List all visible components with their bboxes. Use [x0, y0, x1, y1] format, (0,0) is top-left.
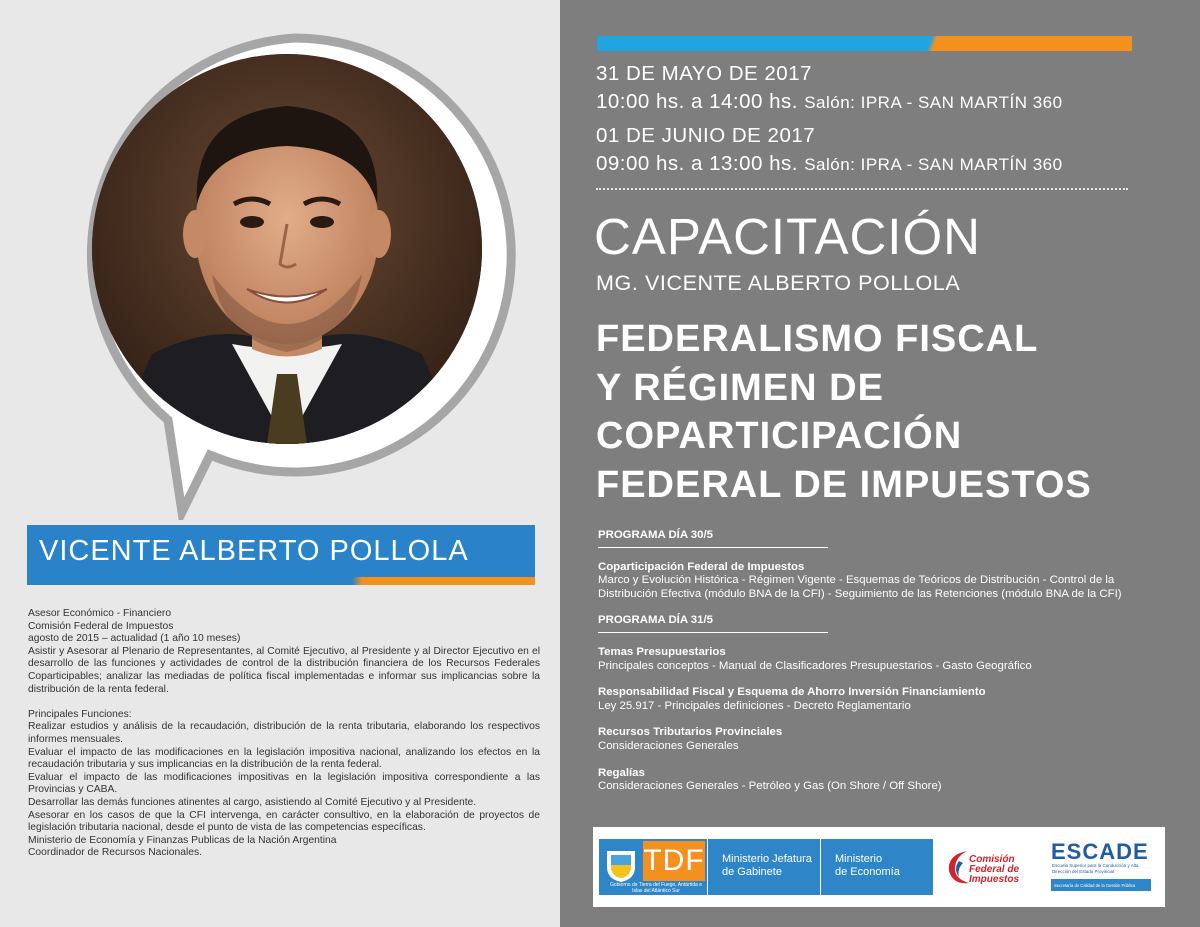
tdf-caption: Gobierno de Tierra del Fuego, Antártida e Islas del Atlántico Sur — [609, 882, 702, 894]
sponsor-logos-strip — [593, 827, 1165, 907]
date-1-day: 31 DE MAYO DE 2017 — [596, 62, 812, 85]
bio-function-4: Desarrollar las demás funciones atinentes al cargo, asistiendo al Comité Ejecutivo y al Presidente. — [28, 796, 477, 808]
bio-function-5: Asesorar en los casos de que la CFI intervenga, en carácter consultivo, en la elaboración de proyectos de legislación tributaria nacional, desde el punto de vista de las competencias específicas. — [28, 809, 540, 834]
time-1-hours: 10:00 hs. a 14:00 hs. — [596, 90, 798, 113]
escade-subtitle: Escuela Superior para la Conducción y Alta Dirección del Estado Provincial — [1052, 863, 1139, 874]
program-day-2-topic-4 — [598, 767, 1168, 794]
time-1 — [596, 90, 1063, 114]
time-2-hours: 09:00 hs. a 13:00 hs. — [596, 152, 798, 175]
bio-function-3: Evaluar el impacto de las modificaciones impositivas en la legislación impositiva correspondiente a las Provincias y CABA. — [28, 771, 540, 796]
event-title — [596, 315, 1092, 509]
program-day-2-topic-2 — [598, 686, 1168, 713]
speaker-name-banner — [27, 525, 535, 577]
program-day-2-topic-1 — [598, 646, 1168, 673]
escade-wordmark: ESCADE — [1051, 839, 1149, 864]
cfi-name — [969, 855, 1019, 885]
date-1 — [596, 62, 812, 86]
topic-description: Ley 25.917 - Principales definiciones - Decreto Reglamentario — [598, 699, 911, 712]
topic-title: Responsabilidad Fiscal y Esquema de Ahorro Inversión Financiamiento — [598, 686, 986, 699]
bio-coordinator: Coordinador de Recursos Nacionales. — [28, 847, 202, 859]
tdf-logo — [599, 839, 707, 895]
economia-logo — [821, 839, 933, 895]
program-day-1-topic-1 — [598, 561, 1168, 602]
economia-line-2: de Economía — [835, 866, 900, 878]
event-title-line-4: FEDERAL DE IMPUESTOS — [596, 463, 1092, 506]
speaker-name: VICENTE ALBERTO POLLOLA — [39, 534, 469, 567]
program-day-1-heading: PROGRAMA DÍA 30/5 — [598, 529, 828, 548]
name-banner-underline — [27, 577, 535, 585]
topic-title: Temas Presupuestarios — [598, 645, 726, 658]
time-2 — [596, 152, 1063, 176]
portrait-illustration — [92, 54, 482, 444]
date-2 — [596, 124, 815, 148]
speaker-photo — [92, 54, 482, 444]
bio-description: Asistir y Asesorar al Plenario de Representantes, al Comité Ejecutivo, al Presidente y al Director Ejecutivo en el desarrollo de las funciones y actividades de control de la distribución financiera de los Recursos Federales Coparticipables; analizar las mediadas de política fiscal implementadas e informar sus implicancias sobre la distribución de la renta federal. — [28, 645, 540, 695]
event-type: CAPACITACIÓN — [594, 208, 981, 265]
jefatura-text: Ministerio Jefatura de Gabinete — [722, 853, 812, 878]
dotted-divider — [596, 188, 1128, 190]
topic-title: Recursos Tributarios Provinciales — [598, 726, 783, 739]
escade-logo — [1051, 839, 1151, 895]
event-title-line-2: Y RÉGIMEN DE — [596, 366, 884, 409]
cfi-line-3: Impuestos — [969, 874, 1020, 885]
jefatura-logo — [708, 839, 820, 895]
event-title-line-3: COPARTICIPACIÓN — [596, 415, 963, 457]
topic-title: Regalías — [598, 766, 645, 779]
economia-line-1: Ministerio — [835, 853, 883, 865]
cfi-line-2: Federal de — [969, 864, 1020, 875]
escade-footer-text: Secretaría de Calidad de la Gestión Pública — [1054, 882, 1136, 888]
tdf-shield-icon — [603, 847, 639, 883]
escade-footer-bar — [1051, 879, 1151, 891]
bio-role: Asesor Económico - Financiero — [28, 608, 172, 619]
bio-org: Comisión Federal de Impuestos — [28, 620, 174, 632]
speaker-bio — [28, 608, 540, 860]
bio-functions-title: Principales Funciones: — [28, 708, 132, 720]
topic-description: Marco y Evolución Histórica - Régimen Vigente - Esquemas de Teóricos de Distribución - Control de la Distribución Efectiva (módulo BNA de la CFI) - Seguimiento de las Retenciones (módulo BNA de la CFI) — [598, 574, 1122, 600]
bio-function-2: Evaluar el impacto de las modificaciones en la legislación impositiva nacional, analizando los efectos en la recaudación tributaria y sus implicancias en la distribución de la renta federal. — [28, 746, 540, 771]
time-1-venue: Salón: IPRA - SAN MARTÍN 360 — [804, 93, 1063, 112]
topic-title: Coparticipación Federal de Impuestos — [598, 560, 805, 573]
bio-function-1: Realizar estudios y análisis de la recaudación, distribución de la renta tributaria, elaborando los respectivos informes mensuales. — [28, 721, 540, 745]
program-day-2-topic-3 — [598, 726, 1168, 753]
event-title-line-1: FEDERALISMO FISCAL — [596, 318, 1039, 360]
program-day-2-heading: PROGRAMA DÍA 31/5 — [598, 614, 828, 633]
bio-period: agosto de 2015 – actualidad (1 año 10 meses) — [28, 633, 241, 645]
event-speaker: MG. VICENTE ALBERTO POLLOLA — [596, 271, 961, 295]
top-color-stripe — [597, 36, 1132, 51]
topic-description: Consideraciones Generales - Petróleo y Gas (On Shore / Off Shore) — [598, 780, 942, 793]
topic-description: Consideraciones Generales — [598, 739, 739, 752]
cfi-logo — [945, 837, 1043, 897]
cfi-line-1: Comisión — [969, 854, 1015, 865]
time-2-venue: Salón: IPRA - SAN MARTÍN 360 — [804, 155, 1063, 174]
date-2-day: 01 DE JUNIO DE 2017 — [596, 124, 816, 147]
bio-ministry: Ministerio de Economía y Finanzas Publicas de la Nación Argentina — [28, 834, 337, 846]
tdf-wordmark: TDF — [643, 841, 705, 881]
program-section — [598, 529, 1168, 807]
topic-description: Principales conceptos - Manual de Clasificadores Presupuestarios - Gasto Geográfico — [598, 659, 1032, 672]
